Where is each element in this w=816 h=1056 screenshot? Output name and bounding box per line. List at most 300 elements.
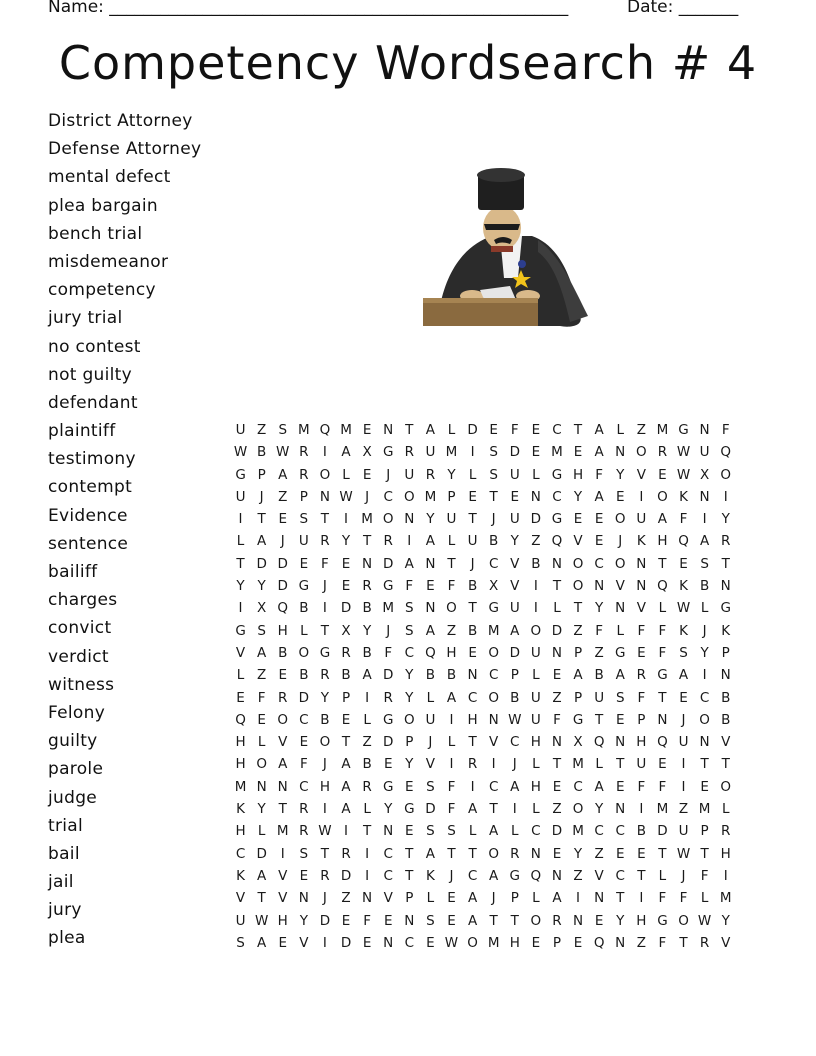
grid-letter: A — [425, 622, 436, 639]
grid-letter: I — [407, 533, 412, 550]
grid-letter: N — [551, 734, 562, 751]
grid-letter: T — [658, 689, 667, 706]
grid-letter: Q — [235, 711, 246, 728]
grid-letter: C — [573, 778, 583, 795]
word-list-item: competency — [48, 280, 156, 301]
word-list-item: trial — [48, 815, 84, 836]
grid-letter: U — [446, 511, 457, 528]
grid-letter: B — [721, 711, 731, 728]
grid-letter: B — [636, 823, 646, 840]
grid-letter: A — [615, 667, 625, 684]
grid-letter: T — [573, 422, 583, 438]
word-list-item: parole — [48, 759, 104, 780]
grid-letter: L — [532, 801, 540, 818]
grid-letter: E — [615, 778, 625, 795]
grid-letter: C — [404, 934, 415, 951]
grid-letter: H — [720, 845, 731, 862]
grid-letter: I — [533, 578, 538, 595]
grid-letter: R — [383, 689, 393, 706]
grid-letter: N — [720, 667, 731, 684]
grid-letter: E — [405, 778, 414, 795]
grid-letter: B — [341, 667, 351, 684]
grid-letter: G — [657, 667, 668, 684]
grid-letter: F — [700, 867, 709, 884]
grid-letter: L — [426, 689, 435, 706]
grid-row — [230, 664, 736, 686]
grid-letter: D — [340, 600, 352, 617]
grid-letter: P — [573, 644, 583, 661]
grid-letter: O — [572, 578, 584, 595]
grid-letter: Z — [531, 533, 541, 550]
grid-letter: E — [257, 711, 266, 728]
grid-letter: G — [404, 801, 415, 818]
grid-letter: Z — [341, 890, 351, 907]
grid-letter: D — [298, 689, 310, 706]
grid-row — [230, 441, 736, 463]
grid-letter: U — [509, 466, 520, 483]
grid-letter: E — [362, 466, 372, 483]
grid-letter: N — [298, 890, 309, 907]
grid-letter: N — [615, 801, 626, 818]
grid-letter: P — [405, 734, 414, 751]
grid-letter: C — [594, 823, 604, 840]
grid-letter: F — [595, 622, 604, 639]
grid-letter: O — [572, 801, 584, 818]
grid-letter: L — [447, 422, 456, 438]
grid-letter: F — [447, 778, 456, 795]
grid-letter: F — [447, 578, 456, 595]
grid-letter: P — [510, 890, 519, 907]
grid-letter: M — [276, 823, 289, 840]
grid-letter: E — [362, 422, 372, 438]
grid-letter: E — [552, 667, 562, 684]
grid-letter: N — [551, 644, 562, 661]
grid-letter: F — [637, 689, 646, 706]
grid-letter: G — [382, 711, 394, 728]
grid-letter: V — [615, 578, 625, 595]
word-list-item: not guilty — [48, 364, 132, 385]
grid-letter: Y — [405, 667, 414, 684]
grid-letter: Z — [257, 422, 267, 438]
grid-letter: E — [299, 734, 309, 751]
grid-letter: O — [298, 644, 310, 661]
grid-letter: A — [552, 890, 562, 907]
grid-letter: B — [362, 600, 372, 617]
grid-letter: G — [720, 600, 731, 617]
word-list-item: jury trial — [48, 308, 123, 329]
grid-letter: D — [319, 912, 331, 929]
grid-letter: V — [636, 466, 646, 483]
grid-letter: Q — [678, 533, 689, 550]
grid-letter: U — [594, 689, 605, 706]
grid-letter: O — [403, 488, 415, 505]
grid-letter: H — [509, 934, 520, 951]
grid-letter: V — [235, 890, 246, 907]
grid-letter: H — [636, 912, 647, 929]
grid-letter: I — [449, 711, 454, 728]
word-list-item: District Attorney — [48, 111, 193, 131]
grid-letter: J — [470, 555, 475, 572]
grid-row — [230, 530, 736, 552]
grid-letter: U — [467, 533, 478, 550]
grid-letter: N — [615, 600, 626, 617]
grid-letter: D — [277, 555, 288, 572]
grid-letter: E — [278, 511, 287, 528]
word-list-item: verdict — [48, 646, 109, 667]
grid-letter: T — [700, 756, 709, 773]
grid-row — [230, 731, 736, 753]
grid-letter: N — [594, 890, 605, 907]
grid-letter: I — [280, 845, 285, 862]
grid-letter: L — [363, 801, 371, 818]
grid-letter: T — [257, 890, 266, 907]
grid-letter: F — [679, 511, 688, 528]
grid-letter: E — [637, 845, 646, 862]
grid-letter: E — [594, 533, 604, 550]
word-list-item: convict — [48, 618, 112, 639]
grid-letter: M — [445, 444, 458, 461]
grid-letter: V — [489, 734, 499, 751]
grid-letter: Y — [384, 801, 393, 818]
grid-letter: A — [446, 689, 457, 706]
grid-letter: O — [488, 845, 499, 862]
grid-letter: Z — [594, 845, 604, 862]
grid-letter: E — [615, 845, 625, 862]
grid-letter: H — [235, 734, 246, 751]
grid-letter: S — [447, 823, 456, 840]
grid-letter: C — [510, 734, 520, 751]
grid-letter: V — [425, 756, 436, 773]
grid-letter: Z — [573, 867, 583, 884]
grid-letter: N — [615, 734, 626, 751]
grid-letter: T — [468, 734, 477, 751]
grid-letter: C — [615, 823, 625, 840]
grid-letter: B — [362, 644, 372, 661]
grid-letter: E — [405, 823, 414, 840]
grid-letter: L — [532, 466, 540, 483]
word-list-item: bailiff — [48, 562, 98, 582]
grid-letter: O — [678, 912, 689, 929]
grid-letter: T — [552, 756, 562, 773]
grid-letter: T — [405, 845, 414, 862]
grid-letter: I — [702, 667, 707, 684]
grid-letter: L — [616, 422, 624, 438]
grid-letter: R — [320, 533, 330, 550]
grid-letter: N — [425, 600, 436, 617]
grid-letter: D — [256, 845, 267, 862]
grid-letter: Y — [721, 511, 730, 528]
grid-letter: K — [721, 622, 731, 639]
grid-letter: U — [298, 533, 309, 550]
grid-letter: O — [572, 555, 584, 572]
grid-letter: A — [425, 422, 436, 438]
grid-letter: I — [365, 845, 370, 862]
grid-letter: A — [278, 756, 288, 773]
grid-letter: T — [320, 511, 330, 528]
grid-letter: Y — [595, 801, 604, 818]
grid-letter: E — [573, 444, 583, 461]
grid-letter: C — [699, 689, 710, 706]
grid-letter: Y — [405, 756, 414, 773]
grid-letter: R — [362, 578, 372, 595]
grid-letter: E — [468, 644, 477, 661]
grid-letter: S — [236, 934, 245, 951]
grid-row — [230, 687, 736, 709]
grid-letter: E — [679, 689, 688, 706]
grid-letter: X — [489, 578, 499, 595]
grid-letter: L — [595, 756, 603, 773]
grid-letter: J — [702, 622, 707, 639]
grid-letter: L — [257, 823, 266, 840]
grid-letter: H — [446, 644, 457, 661]
grid-letter: T — [405, 422, 414, 438]
grid-letter: O — [319, 734, 331, 751]
grid-letter: B — [320, 711, 330, 728]
grid-letter: B — [594, 667, 604, 684]
grid-letter: S — [405, 622, 414, 639]
grid-letter: I — [681, 778, 686, 795]
grid-letter: P — [552, 934, 562, 951]
grid-letter: J — [322, 578, 327, 595]
grid-letter: E — [341, 578, 351, 595]
grid-letter: M — [572, 756, 584, 773]
letter-grid — [230, 419, 736, 954]
grid-letter: O — [530, 912, 542, 929]
grid-row — [230, 798, 736, 820]
grid-letter: A — [425, 533, 436, 550]
grid-letter: K — [679, 488, 688, 505]
grid-letter: Q — [657, 578, 668, 595]
grid-letter: U — [235, 912, 246, 929]
grid-letter: C — [383, 488, 393, 505]
grid-letter: V — [573, 533, 583, 550]
grid-letter: Y — [405, 689, 414, 706]
grid-letter: N — [404, 912, 415, 929]
grid-letter: U — [530, 644, 541, 661]
grid-row — [230, 910, 736, 932]
grid-letter: O — [636, 444, 647, 461]
grid-letter: U — [636, 756, 647, 773]
grid-letter: Y — [426, 511, 435, 528]
word-list-item: plea — [48, 928, 86, 949]
grid-row — [230, 865, 736, 887]
grid-letter: I — [322, 934, 327, 951]
grid-letter: F — [637, 622, 646, 639]
grid-letter: H — [235, 756, 246, 773]
grid-letter: L — [236, 667, 245, 684]
grid-letter: W — [676, 466, 691, 483]
grid-letter: E — [637, 644, 646, 661]
grid-letter: N — [383, 823, 394, 840]
grid-letter: E — [362, 934, 372, 951]
grid-letter: T — [700, 845, 709, 862]
grid-letter: T — [236, 555, 245, 572]
grid-letter: K — [425, 867, 435, 884]
grid-letter: Y — [341, 533, 351, 550]
grid-letter: B — [446, 667, 457, 684]
grid-letter: E — [510, 488, 520, 505]
grid-letter: E — [658, 756, 667, 773]
grid-letter: U — [699, 444, 710, 461]
grid-letter: A — [699, 533, 710, 550]
grid-letter: X — [341, 622, 351, 639]
word-list-item: defendant — [48, 392, 138, 413]
grid-letter: P — [341, 689, 351, 706]
grid-letter: C — [383, 845, 393, 862]
grid-letter: I — [512, 801, 517, 818]
grid-letter: A — [341, 778, 351, 795]
grid-letter: O — [256, 756, 267, 773]
grid-letter: Y — [447, 466, 456, 483]
grid-letter: L — [616, 622, 624, 639]
grid-letter: A — [467, 890, 478, 907]
grid-letter: S — [257, 622, 266, 639]
grid-letter: N — [551, 867, 562, 884]
grid-letter: D — [340, 934, 352, 951]
grid-letter: L — [721, 801, 730, 818]
grid-letter: F — [257, 689, 266, 706]
grid-letter: A — [257, 867, 267, 884]
grid-letter: N — [699, 488, 710, 505]
grid-letter: P — [510, 667, 519, 684]
word-list-item: plaintiff — [48, 421, 116, 442]
grid-letter: F — [658, 934, 667, 951]
word-list-item: plea bargain — [48, 195, 158, 216]
grid-letter: S — [426, 912, 435, 929]
grid-letter: A — [404, 555, 414, 572]
grid-letter: T — [595, 711, 604, 728]
grid-letter: C — [404, 644, 415, 661]
grid-letter: E — [552, 778, 562, 795]
grid-letter: R — [299, 801, 309, 818]
grid-letter: L — [447, 533, 456, 550]
grid-letter: B — [257, 444, 267, 461]
grid-letter: E — [426, 934, 435, 951]
grid-letter: O — [720, 466, 732, 483]
grid-letter: I — [491, 756, 496, 773]
grid-letter: N — [319, 488, 330, 505]
word-list-item: guilty — [48, 731, 98, 752]
grid-letter: N — [530, 488, 541, 505]
word-list-item: judge — [48, 787, 98, 808]
grid-letter: A — [278, 466, 288, 483]
grid-letter: U — [678, 734, 689, 751]
grid-letter: C — [594, 555, 604, 572]
grid-letter: I — [576, 890, 581, 907]
grid-letter: V — [636, 600, 646, 617]
grid-letter: T — [721, 756, 730, 773]
grid-letter: M — [487, 622, 500, 639]
grid-letter: I — [723, 867, 728, 884]
grid-letter: E — [531, 422, 541, 438]
grid-letter: I — [322, 444, 327, 461]
grid-letter: R — [425, 466, 436, 483]
grid-letter: G — [657, 912, 668, 929]
grid-row — [230, 553, 736, 575]
grid-letter: T — [468, 511, 477, 528]
grid-letter: Z — [257, 667, 267, 684]
grid-letter: R — [320, 667, 330, 684]
grid-letter: D — [657, 823, 668, 840]
grid-letter: U — [509, 511, 520, 528]
grid-letter: O — [614, 511, 626, 528]
grid-letter: Y — [320, 689, 330, 706]
grid-letter: I — [681, 756, 686, 773]
grid-letter: A — [678, 667, 689, 684]
grid-letter: R — [721, 823, 731, 840]
grid-letter: B — [362, 756, 372, 773]
grid-letter: V — [594, 867, 604, 884]
grid-letter: K — [679, 622, 688, 639]
grid-letter: U — [509, 600, 520, 617]
grid-letter: M — [656, 422, 669, 438]
grid-letter: N — [636, 555, 647, 572]
grid-letter: N — [615, 444, 626, 461]
grid-row — [230, 486, 736, 508]
grid-letter: T — [658, 845, 667, 862]
grid-letter: J — [365, 488, 370, 505]
grid-letter: V — [510, 555, 520, 572]
grid-letter: L — [700, 600, 709, 617]
grid-letter: L — [532, 756, 540, 773]
grid-letter: W — [697, 912, 712, 929]
grid-letter: N — [699, 422, 710, 438]
grid-letter: C — [552, 488, 562, 505]
grid-letter: L — [363, 711, 371, 728]
grid-letter: N — [594, 578, 605, 595]
grid-letter: R — [341, 644, 351, 661]
grid-letter: R — [721, 533, 731, 550]
grid-letter: E — [700, 778, 709, 795]
grid-letter: Z — [636, 934, 646, 951]
grid-letter: V — [510, 578, 520, 595]
grid-letter: E — [278, 667, 287, 684]
grid-letter: N — [425, 555, 436, 572]
grid-letter: D — [530, 511, 542, 528]
grid-letter: Q — [425, 644, 436, 661]
grid-letter: F — [679, 890, 688, 907]
grid-letter: T — [468, 845, 477, 862]
grid-letter: N — [657, 711, 668, 728]
grid-letter: P — [573, 689, 583, 706]
grid-letter: A — [489, 867, 499, 884]
grid-letter: I — [322, 600, 327, 617]
grid-letter: Z — [552, 689, 562, 706]
grid-letter: V — [235, 644, 246, 661]
grid-letter: B — [278, 644, 288, 661]
grid-letter: C — [488, 778, 499, 795]
grid-letter: T — [278, 801, 287, 818]
grid-letter: B — [510, 689, 520, 706]
grid-letter: H — [319, 778, 330, 795]
grid-letter: N — [256, 778, 267, 795]
grid-letter: R — [404, 444, 414, 461]
grid-letter: I — [238, 600, 243, 617]
grid-letter: B — [299, 600, 309, 617]
grid-letter: T — [489, 801, 498, 818]
grid-letter: B — [425, 667, 436, 684]
grid-letter: N — [551, 555, 562, 572]
grid-letter: Y — [257, 578, 266, 595]
grid-letter: M — [719, 890, 732, 907]
grid-letter: B — [531, 555, 541, 572]
grid-letter: E — [447, 890, 456, 907]
grid-letter: B — [467, 622, 478, 639]
grid-letter: B — [299, 667, 309, 684]
grid-row — [230, 620, 736, 642]
grid-letter: J — [259, 488, 264, 505]
grid-letter: K — [679, 578, 688, 595]
